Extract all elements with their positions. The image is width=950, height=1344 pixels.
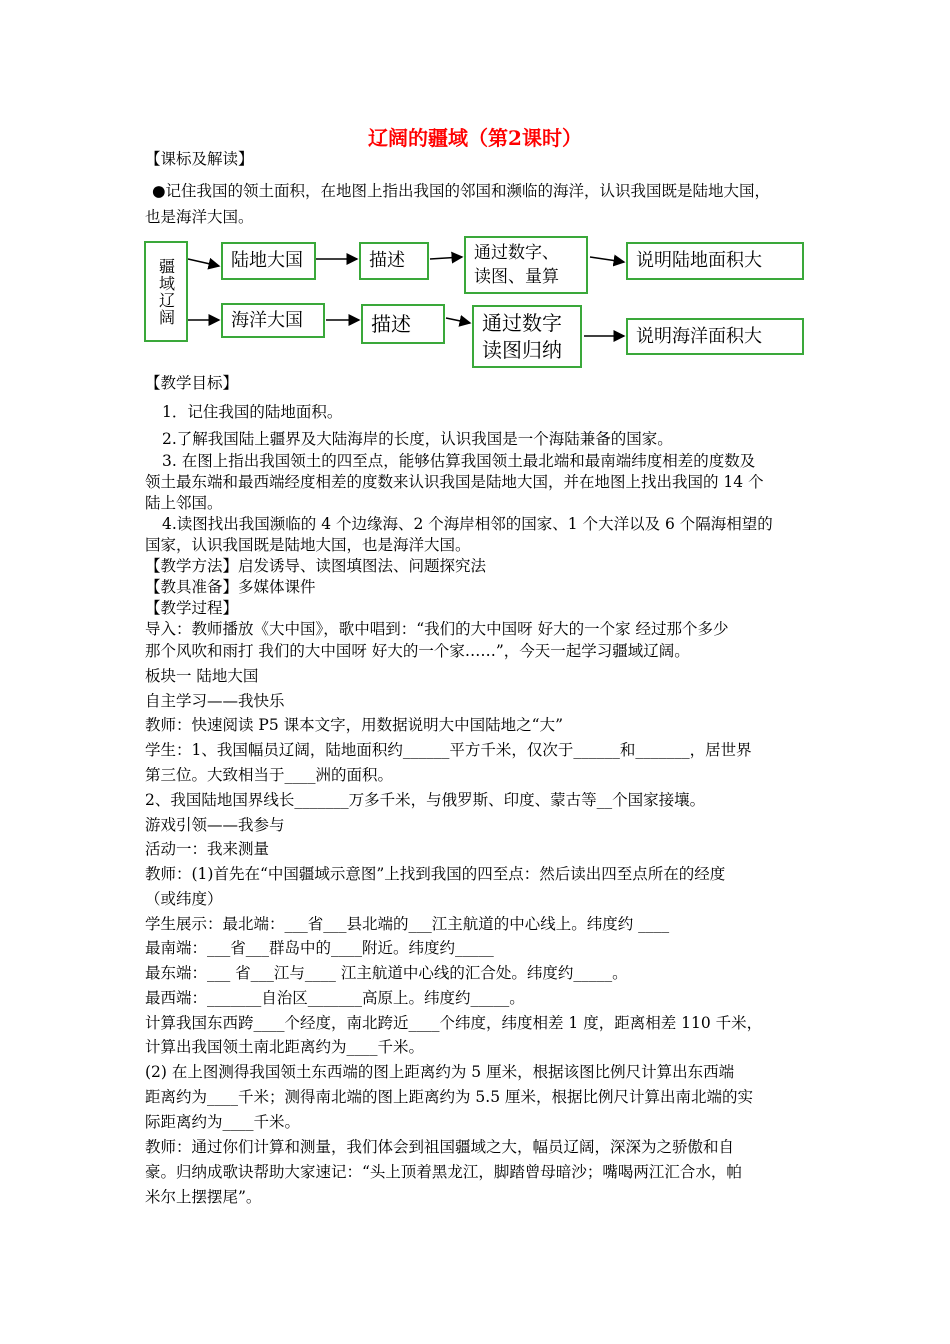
process-line: （或纬度）	[145, 890, 223, 908]
process-line: 游戏引领——我参与	[145, 816, 285, 834]
process-line: 活动一：我来测量	[145, 840, 270, 858]
diagram-box-result-sea: 说明海洋面积大	[626, 318, 804, 355]
diagram-box-describe-1: 描述	[359, 242, 429, 280]
diagram-box-land-country: 陆地大国	[221, 242, 316, 280]
section-heading-mubiao: 【教学目标】	[145, 374, 239, 392]
process-line: (2) 在上图测得我国领土东西端的图上距离约为 5 厘米，根据该图比例尺计算出东西端	[145, 1063, 735, 1081]
process-line: 米尔上摆摆尾”。	[145, 1188, 262, 1206]
process-line: 教师：(1)首先在“中国疆域示意图”上找到我国的四至点：然后读出四至点所在的经度	[145, 865, 726, 883]
process-line: 豪。归纳成歌诀帮助大家速记：“头上顶着黑龙江，脚踏曾母暗沙；嘴喝两江汇合水，帕	[145, 1163, 742, 1181]
diagram-box-method-1: 通过数字、 读图、量算	[464, 236, 588, 294]
diagram-box-method-2: 通过数字 读图归纳	[472, 305, 582, 368]
process-line: 2、我国陆地国界线长_______万多千米，与俄罗斯、印度、蒙古等__个国家接壤。	[145, 791, 706, 809]
process-line: 板块一 陆地大国	[145, 667, 259, 685]
kebiao-text-1: ●记住我国的领土面积，在地图上指出我国的邻国和濒临的海洋，认识我国既是陆地大国，	[152, 182, 771, 200]
kebiao-text-2: 也是海洋大国。	[145, 208, 254, 226]
process-line: 计算我国东西跨____个经度，南北跨近____个纬度，纬度相差 1 度，距离相差 110 千米，	[145, 1014, 763, 1032]
process-line: 那个风吹和雨打 我们的大中国呀 好大的一个家……”，今天一起学习疆域辽阔。	[145, 642, 690, 660]
process-line: 距离约为____千米；测得南北端的图上距离约为 5.5 厘米，根据比例尺计算出南北端的实	[145, 1088, 754, 1106]
process-line: 学生展示：最北端：___省___县北端的___江主航道的中心线上。纬度约 ____	[145, 915, 670, 933]
process-line: 最南端：___省___群岛中的____附近。纬度约_____	[145, 939, 494, 957]
process-line: 自主学习——我快乐	[145, 692, 285, 710]
process-line: 第三位。大致相当于____洲的面积。	[145, 766, 394, 784]
goal-line: 陆上邻国。	[145, 494, 223, 512]
diagram-root-box: 疆域辽阔	[144, 241, 188, 342]
diagram-box-result-land: 说明陆地面积大	[626, 242, 804, 280]
goal-line: 国家，认识我国既是陆地大国，也是海洋大国。	[145, 536, 471, 554]
process-line: 计算出我国领土南北距离约为____千米。	[145, 1038, 425, 1056]
section-heading-guocheng: 【教学过程】	[145, 599, 239, 617]
goal-line: 4.读图找出我国濒临的 4 个边缘海、2 个海岸相邻的国家、1 个大洋以及 6 个隔海相望的	[162, 515, 773, 533]
teaching-tools: 【教具准备】多媒体课件	[145, 578, 316, 596]
teaching-method: 【教学方法】启发诱导、读图填图法、问题探究法	[145, 557, 487, 575]
goal-line: 领土最东端和最西端经度相差的度数来认识我国是陆地大国，并在地图上找出我国的 14 个	[145, 473, 764, 491]
goal-line: 2.了解我国陆上疆界及大陆海岸的长度，认识我国是一个海陆兼备的国家。	[162, 430, 673, 448]
page-title: 辽阔的疆域（第2课时）	[368, 126, 582, 150]
goal-line: 3. 在图上指出我国领土的四至点，能够估算我国领土最北端和最南端纬度相差的度数及	[162, 452, 756, 470]
process-line: 教师：通过你们计算和测量，我们体会到祖国疆域之大，幅员辽阔，深深为之骄傲和自	[145, 1138, 735, 1156]
diagram-box-describe-2: 描述	[361, 304, 445, 344]
section-heading-kebiao: 【课标及解读】	[145, 150, 254, 168]
process-line: 教师：快速阅读 P5 课本文字，用数据说明大中国陆地之“大”	[145, 716, 563, 734]
process-line: 导入：教师播放《大中国》，歌中唱到：“我们的大中国呀 好大的一个家 经过那个多少	[145, 620, 729, 638]
process-line: 学生：1、我国幅员辽阔，陆地面积约______平方千米，仅次于______和_______，居世界	[145, 741, 752, 759]
process-line: 际距离约为____千米。	[145, 1113, 301, 1131]
process-line: 最西端：_______自治区_______高原上。纬度约_____。	[145, 989, 525, 1007]
process-line: 最东端：___ 省___江与____ 江主航道中心线的汇合处。纬度约_____。	[145, 964, 628, 982]
diagram-box-sea-country: 海洋大国	[221, 303, 325, 338]
goal-line: 1．记住我国的陆地面积。	[162, 403, 343, 421]
